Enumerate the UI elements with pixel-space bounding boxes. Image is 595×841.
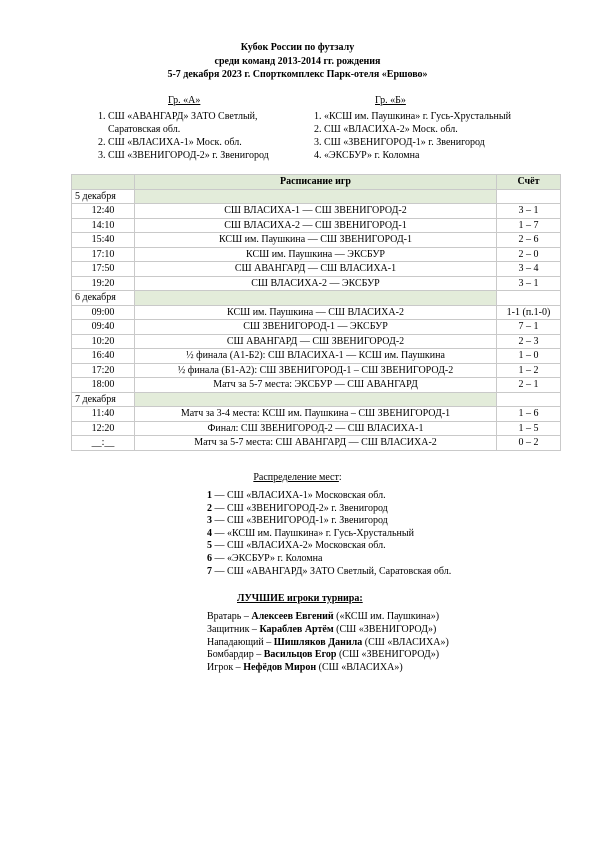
game-time: 10:20 [72,334,135,349]
game-score: 2 – 6 [497,233,561,248]
best-player-item [207,611,449,624]
game-row [72,363,561,378]
player-role: Защитник – [207,623,260,635]
game-time: 19:20 [72,276,135,291]
best-players-title: ЛУЧШИЕ игроки турнира: [237,593,363,604]
best-player-item [207,637,449,650]
game-row [72,276,561,291]
place-number: 6 [207,552,212,564]
game-time: __:__ [72,436,135,451]
game-score: 3 – 1 [497,276,561,291]
best-players-list [207,611,449,675]
game-score: 2 – 1 [497,378,561,393]
player-team: (СШ «ВЛАСИХА») [316,662,403,674]
game-match: КСШ им. Паушкина — СШ ВЛАСИХА-2 [135,305,497,320]
game-match: СШ АВАНГАРД — СШ ЗВЕНИГОРОД-2 [135,334,497,349]
group-a-title: Гр. «А» [168,95,201,106]
game-score: 7 – 1 [497,320,561,335]
game-score: 1-1 (п.1-0) [497,305,561,320]
game-match: Матч за 5-7 места: СШ АВАНГАРД — СШ ВЛАСИХА-2 [135,436,497,451]
game-time: 18:00 [72,378,135,393]
group-a-item: 3. СШ «ЗВЕНИГОРОД-2» г. Звенигород [98,150,269,161]
game-row [72,218,561,233]
game-time: 17:20 [72,363,135,378]
game-time: 16:40 [72,349,135,364]
place-team: — СШ «ЗВЕНИГОРОД-2» г. Звенигород [212,502,388,514]
places-list [207,490,451,578]
day-row-blank [135,291,497,306]
game-row [72,262,561,277]
player-role: Игрок – [207,662,244,674]
game-row [72,320,561,335]
place-team: — «КСШ им. Паушкина» г. Гусь-Хрустальный [212,527,414,539]
group-b-item: 3. СШ «ЗВЕНИГОРОД-1» г. Звенигород [314,137,485,148]
player-name: Алексеев Евгений [251,611,334,622]
game-score: 1 – 7 [497,218,561,233]
best-player-item [207,649,449,662]
game-score: 2 – 0 [497,247,561,262]
group-a-item: Саратовская обл. [108,124,181,135]
day-row-blank [497,392,561,407]
day-label: 6 декабря [72,291,135,306]
game-row [72,305,561,320]
game-match: КСШ им. Паушкина — ЭКСБУР [135,247,497,262]
group-b-item: 1. «КСШ им. Паушкина» г. Гусь-Хрустальный [314,111,511,122]
game-row [72,334,561,349]
game-score: 1 – 6 [497,407,561,422]
schedule-table [71,174,561,451]
game-time: 09:00 [72,305,135,320]
group-b-list [314,110,511,162]
game-time: 12:40 [72,204,135,219]
game-score: 3 – 4 [497,262,561,277]
places-title-text: Распределение мест [253,472,339,483]
places-title-colon: : [338,472,342,483]
title-line-3: 5-7 декабря 2023 г. Спорткомплекс Парк-отеля «Ершово» [167,69,428,80]
game-score: 0 – 2 [497,436,561,451]
day-label: 7 декабря [72,392,135,407]
group-a-list [98,110,269,162]
place-number: 4 [207,527,212,539]
game-row [72,378,561,393]
header-matches: Расписание игр [135,175,497,190]
game-time: 11:40 [72,407,135,422]
place-number: 5 [207,540,212,552]
place-team: — СШ «ЗВЕНИГОРОД-1» г. Звенигород [212,515,388,527]
game-row [72,204,561,219]
player-name: Нефёдов Мирон [243,662,317,674]
place-number: 1 [207,490,212,501]
player-name: Караблев Артём [259,623,334,635]
game-row [72,349,561,364]
game-match: СШ ЗВЕНИГОРОД-1 — ЭКСБУР [135,320,497,335]
place-number: 7 [207,565,212,577]
game-score: 1 – 0 [497,349,561,364]
player-team: (СШ «ЗВЕНИГОРОД») [333,623,437,635]
place-item [207,540,451,553]
place-item [207,553,451,566]
game-score: 1 – 5 [497,421,561,436]
game-time: 12:20 [72,421,135,436]
place-team: — СШ «ВЛАСИХА-2» Московская обл. [212,540,386,552]
group-b-item: 4. «ЭКСБУР» г. Коломна [314,150,420,161]
group-a-item: 1. СШ «АВАНГАРД» ЗАТО Светлый, [98,111,258,122]
game-match: Финал: СШ ЗВЕНИГОРОД-2 — СШ ВЛАСИХА-1 [135,421,497,436]
game-match: СШ АВАНГАРД — СШ ВЛАСИХА-1 [135,262,497,277]
place-item [207,490,451,503]
place-item [207,515,451,528]
header-score: Счёт [497,175,561,190]
game-row [72,436,561,451]
schedule-header-row [72,175,561,190]
best-player-item [207,624,449,637]
place-item [207,528,451,541]
game-time: 17:10 [72,247,135,262]
game-match: КСШ им. Паушкина — СШ ЗВЕНИГОРОД-1 [135,233,497,248]
player-team: («КСШ им. Паушкина») [333,611,440,622]
game-match: ½ финала (Б1-А2): СШ ЗВЕНИГОРОД-1 – СШ ЗВЕНИГОРОД-2 [135,363,497,378]
place-number: 3 [207,515,212,527]
game-time: 14:10 [72,218,135,233]
place-team: — СШ «АВАНГАРД» ЗАТО Светлый, Саратовская обл. [212,565,452,577]
game-row [72,247,561,262]
player-role: Вратарь – [207,611,252,622]
group-b-item: 2. СШ «ВЛАСИХА-2» Моск. обл. [314,124,458,135]
game-match: СШ ВЛАСИХА-2 — ЭКСБУР [135,276,497,291]
document-header [0,41,595,82]
player-name: Шишляков Данила [273,636,363,648]
places-title [0,472,595,483]
game-time: 17:50 [72,262,135,277]
player-team: (СШ «ЗВЕНИГОРОД») [336,649,440,661]
game-match: Матч за 3-4 места: КСШ им. Паушкина – СШ ЗВЕНИГОРОД-1 [135,407,497,422]
game-score: 1 – 2 [497,363,561,378]
game-match: Матч за 5-7 места: ЭКСБУР — СШ АВАНГАРД [135,378,497,393]
day-row [72,189,561,204]
place-team: — СШ «ВЛАСИХА-1» Московская обл. [212,490,386,501]
place-item [207,503,451,516]
title-line-1: Кубок России по футзалу [240,42,355,53]
day-row [72,392,561,407]
game-score: 3 – 1 [497,204,561,219]
game-match: СШ ВЛАСИХА-1 — СШ ЗВЕНИГОРОД-2 [135,204,497,219]
day-label: 5 декабря [72,189,135,204]
day-row [72,291,561,306]
game-match: ½ финала (А1-Б2): СШ ВЛАСИХА-1 — КСШ им. Паушкина [135,349,497,364]
day-row-blank [135,392,497,407]
group-b-title: Гр. «Б» [375,95,406,106]
day-row-blank [497,291,561,306]
game-row [72,233,561,248]
game-time: 15:40 [72,233,135,248]
day-row-blank [497,189,561,204]
game-time: 09:40 [72,320,135,335]
place-team: — «ЭКСБУР» г. Коломна [212,552,323,564]
best-player-item [207,662,449,675]
group-a-item: 2. СШ «ВЛАСИХА-1» Моск. обл. [98,137,242,148]
game-row [72,421,561,436]
player-role: Бомбардир – [207,649,264,661]
schedule-body [72,189,561,450]
game-match: СШ ВЛАСИХА-2 — СШ ЗВЕНИГОРОД-1 [135,218,497,233]
game-score: 2 – 3 [497,334,561,349]
title-line-2: среди команд 2013-2014 гг. рождения [214,55,381,67]
place-item [207,566,451,579]
player-name: Васильцов Егор [263,649,337,661]
header-blank-cell [72,175,135,190]
place-number: 2 [207,502,212,514]
player-team: (СШ «ВЛАСИХА») [362,636,449,648]
day-row-blank [135,189,497,204]
game-row [72,407,561,422]
player-role: Нападающий – [207,636,274,648]
